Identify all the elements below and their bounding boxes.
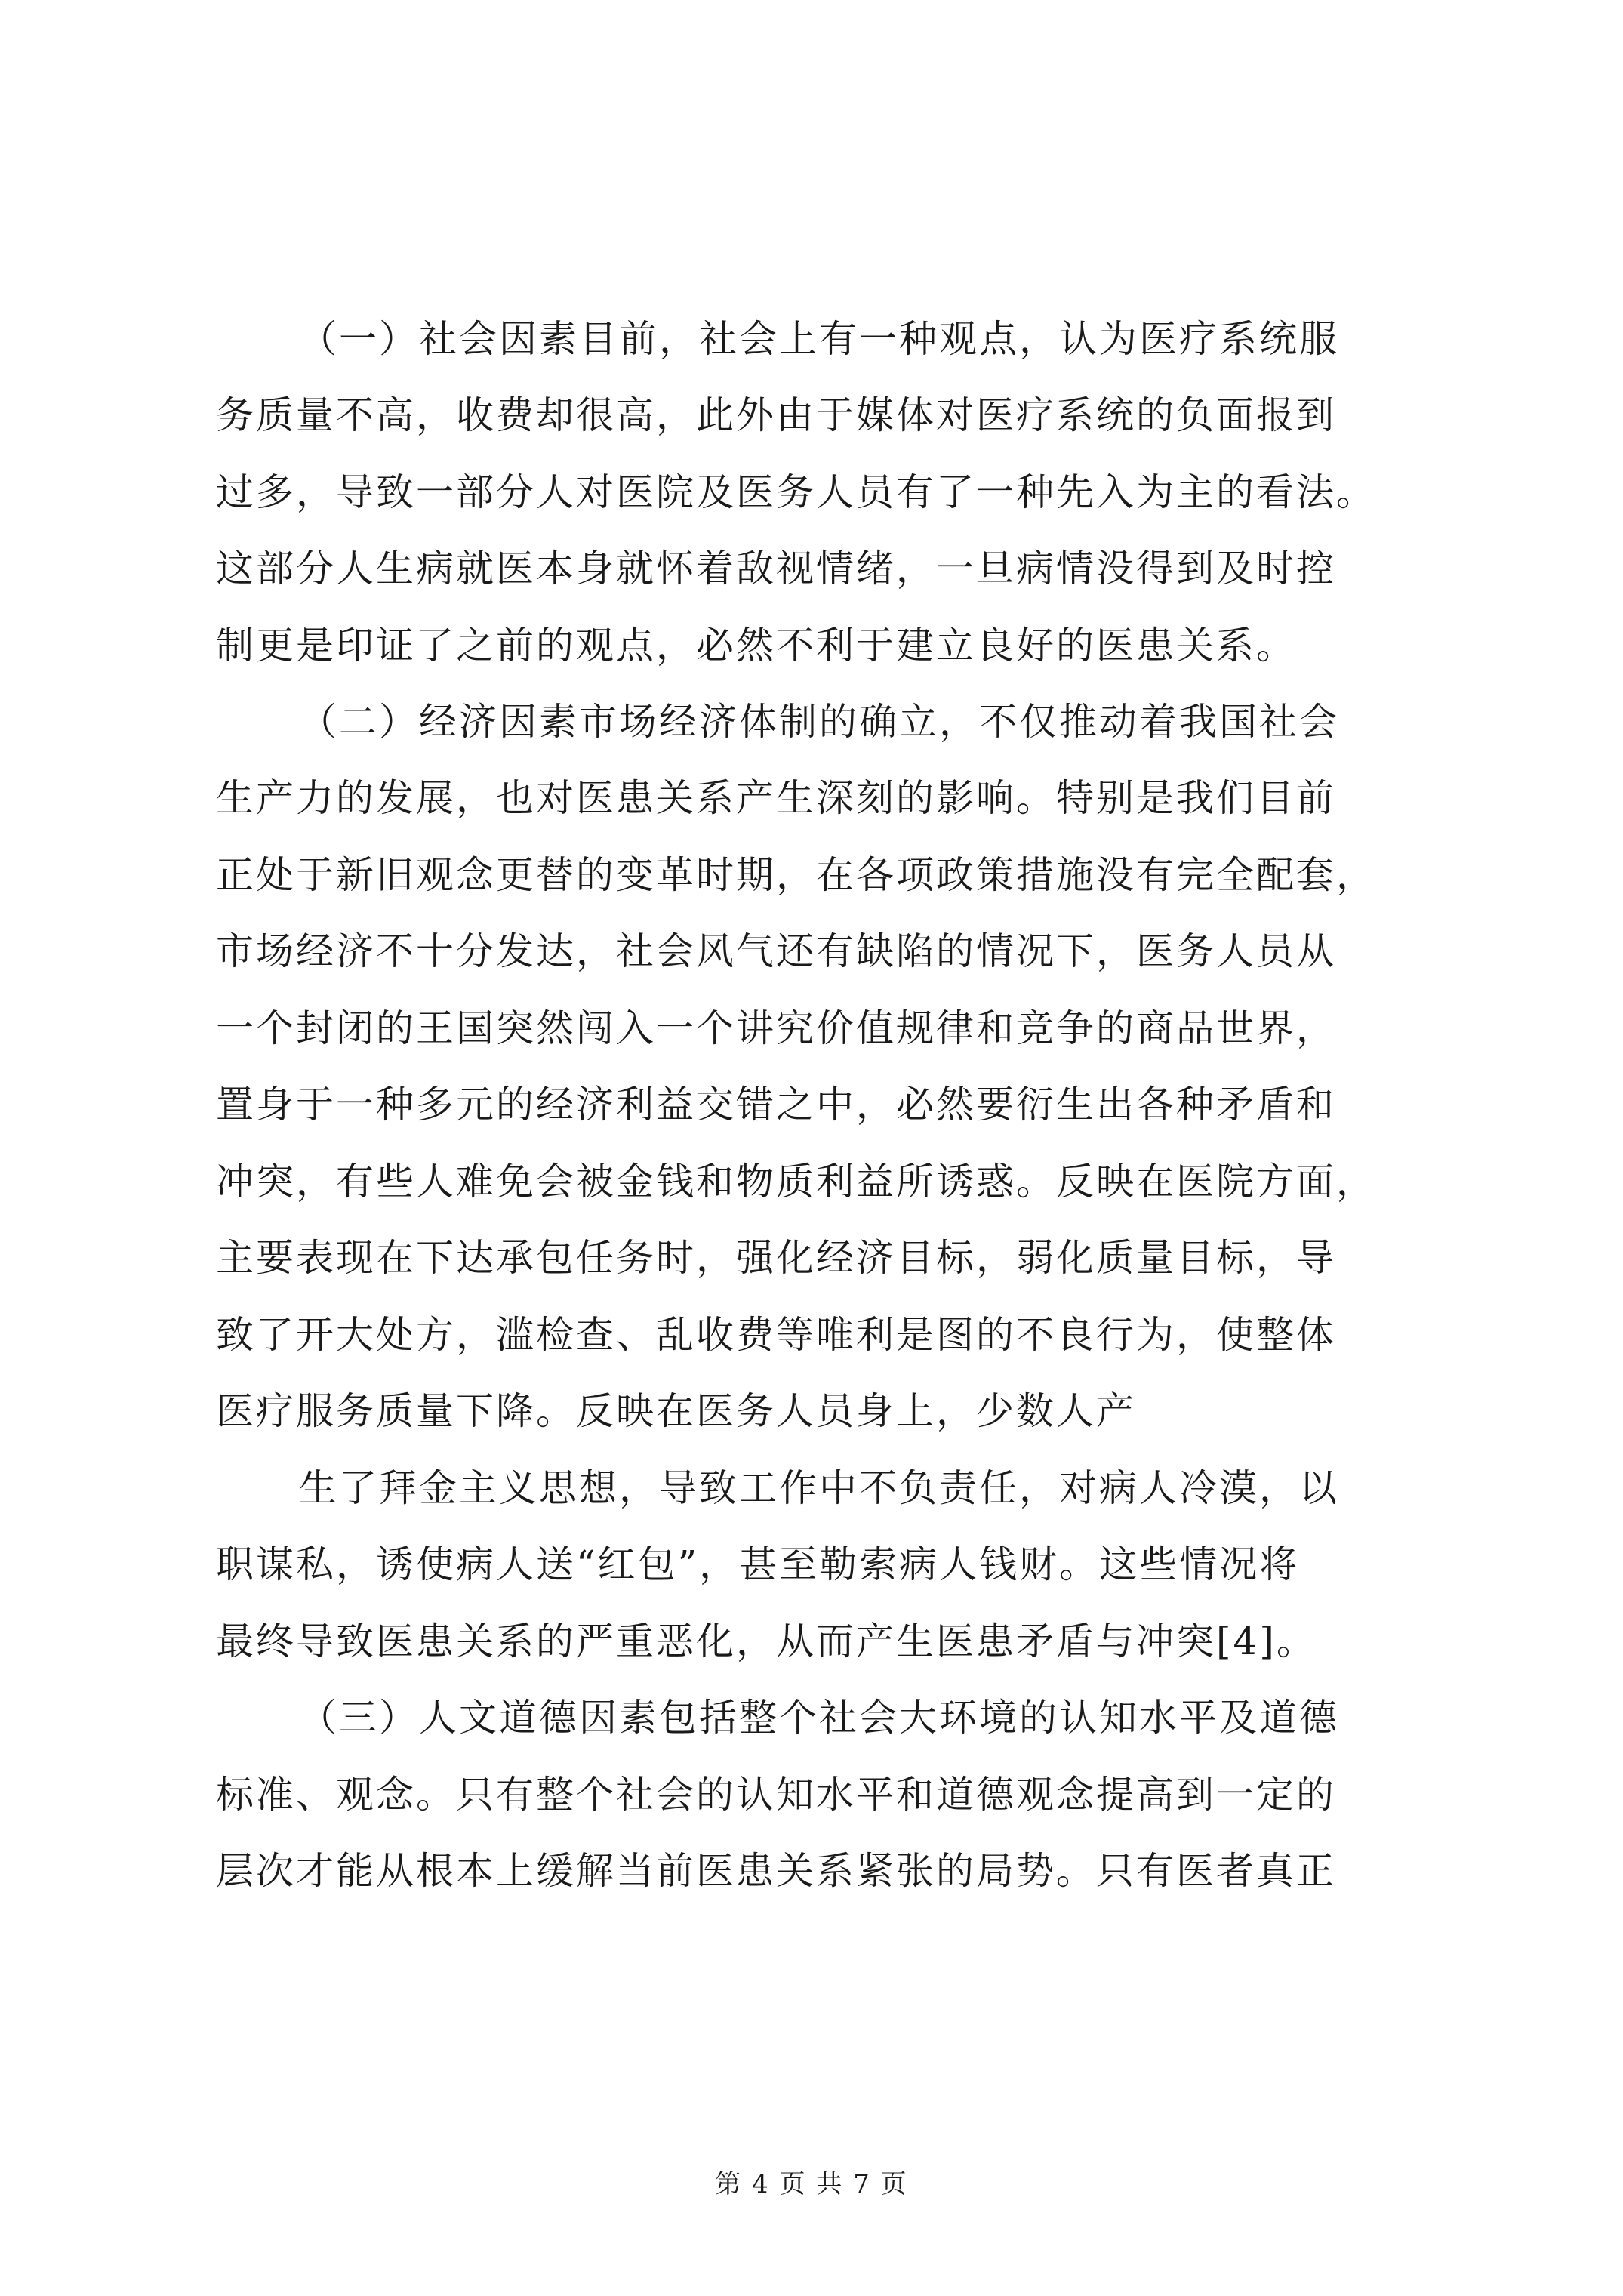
paragraph-1-line-5: 制更是印证了之前的观点，必然不利于建立良好的医患关系。 <box>216 624 1296 667</box>
paragraph-3-line-3: 最终导致医患关系的严重恶化，从而产生医患矛盾与冲突[4]。 <box>216 1620 1317 1663</box>
paragraph-2-line-5: 一个封闭的王国突然闯入一个讲究价值规律和竞争的商品世界， <box>216 1006 1336 1050</box>
paragraph-1-line-3: 过多，导致一部分人对医院及医务人员有了一种先入为主的看法。 <box>216 470 1376 514</box>
paragraph-2-line-4: 市场经济不十分发达，社会风气还有缺陷的情况下，医务人员从 <box>216 929 1336 973</box>
paragraph-2-line-3: 正处于新旧观念更替的变革时期，在各项政策措施没有完全配套， <box>216 853 1376 897</box>
paragraph-2-line-2: 生产力的发展，也对医患关系产生深刻的影响。特别是我们目前 <box>216 776 1336 820</box>
page-number-footer: 第 4 页 共 7 页 <box>715 2169 908 2199</box>
paragraph-2-line-1: （二）经济因素市场经济体制的确立，不仅推动着我国社会 <box>299 700 1339 744</box>
paragraph-1-line-1: （一）社会因素目前，社会上有一种观点，认为医疗系统服 <box>299 317 1339 361</box>
paragraph-2-line-10: 医疗服务质量下降。反映在医务人员身上，少数人产 <box>216 1389 1136 1433</box>
paragraph-1-line-4: 这部分人生病就医本身就怀着敌视情绪，一旦病情没得到及时控 <box>216 547 1336 590</box>
paragraph-4-line-2: 标准、观念。只有整个社会的认知水平和道德观念提高到一定的 <box>216 1773 1336 1817</box>
paragraph-3-line-1: 生了拜金主义思想，导致工作中不负责任，对病人冷漠，以 <box>299 1466 1339 1510</box>
paragraph-3-line-2: 职谋私，诱使病人送“红包”，甚至勒索病人钱财。这些情况将 <box>216 1542 1300 1586</box>
paragraph-2-line-9: 致了开大处方，滥检查、乱收费等唯利是图的不良行为，使整体 <box>216 1313 1336 1357</box>
paragraph-2-line-8: 主要表现在下达承包任务时，强化经济目标，弱化质量目标，导 <box>216 1236 1336 1280</box>
paragraph-4-line-3: 层次才能从根本上缓解当前医患关系紧张的局势。只有医者真正 <box>216 1849 1336 1893</box>
paragraph-1-line-2: 务质量不高，收费却很高，此外由于媒体对医疗系统的负面报到 <box>216 393 1336 437</box>
paragraph-4-line-1: （三）人文道德因素包括整个社会大环境的认知水平及道德 <box>299 1696 1339 1740</box>
paragraph-2-line-6: 置身于一种多元的经济利益交错之中，必然要衍生出各种矛盾和 <box>216 1083 1336 1126</box>
paragraph-2-line-7: 冲突，有些人难免会被金钱和物质利益所诱惑。反映在医院方面， <box>216 1160 1376 1203</box>
